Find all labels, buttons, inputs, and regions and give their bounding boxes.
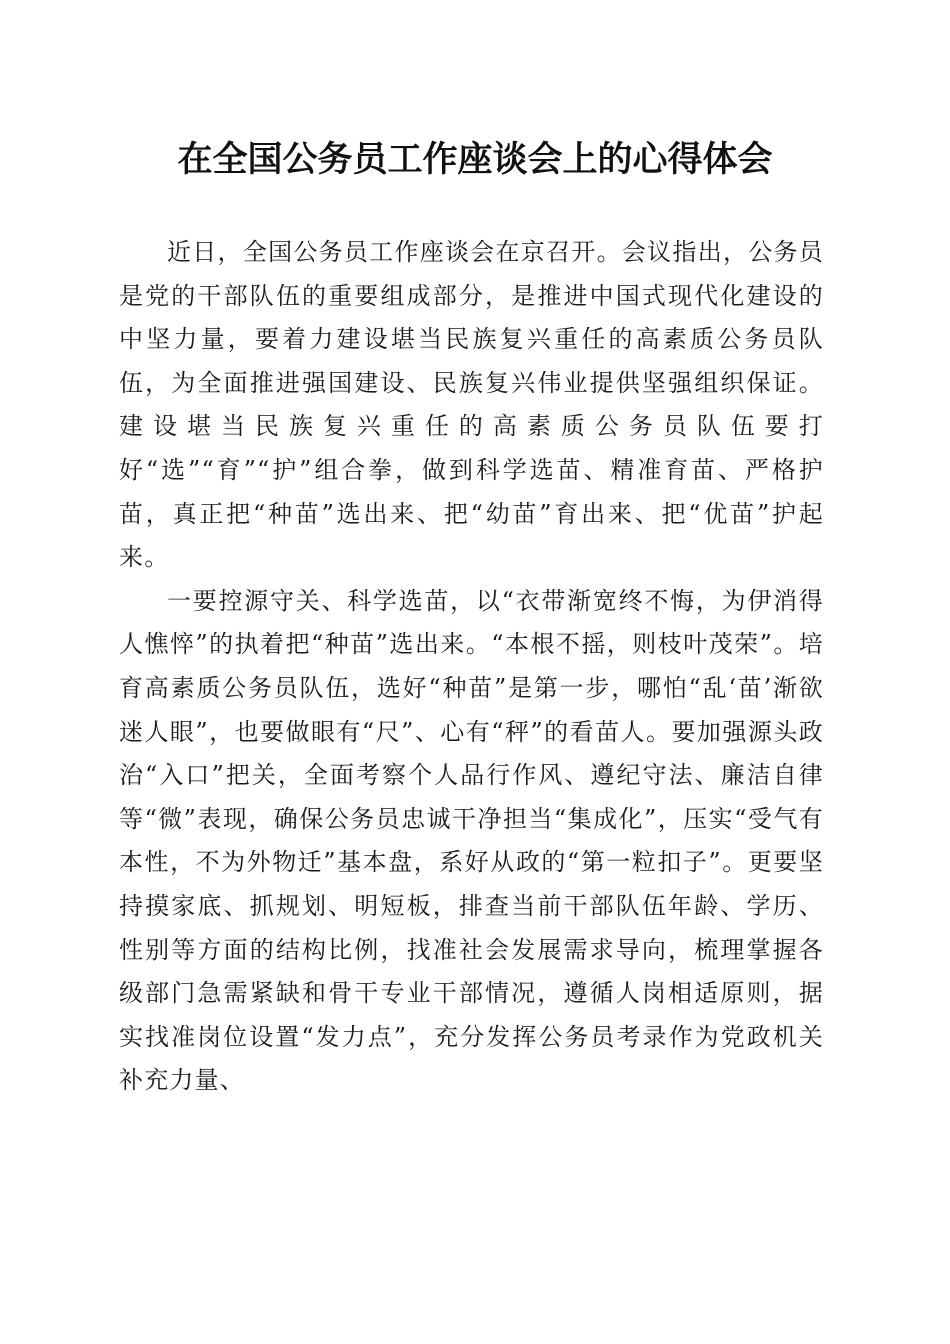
paragraph-intro: 近日，全国公务员工作座谈会在京召开。会议指出，公务员是党的干部队伍的重要组成部分，是推进中国式现代化建设的中坚力量，要着力建设堪当民族复兴重任的高素质公务员队伍，为全面推进强国建设、民族复兴伟业提供坚强组织保证。建设堪当民族复兴重任的高素质公务员队伍要打好“选”“育”“护”组合拳，做到科学选苗、精准育苗、严格护苗，真正把“种苗”选出来、把“幼苗”育出来、把“优苗”护起来。: [119, 238, 824, 572]
paragraph-point-one: 一要控源守关、科学选苗，以“衣带渐宽终不悔，为伊消得人憔悴”的执着把“种苗”选出来。“本根不摇，则枝叶茂荣”。培育高素质公务员队伍，选好“种苗”是第一步，哪怕“乱‘苗’渐欲迷人眼”，也要做眼有“尺”、心有“秤”的看苗人。要加强源头政治“入口”把关，全面考察个人品行作风、遵纪守法、廉洁自律等“微”表现，确保公务员忠诚干净担当“集成化”，压实“受气有本性，不为外物迁”基本盘，系好从政的“第一粒扣子”。更要坚持摸家底、抓规划、明短板，排查当前干部队伍年龄、学历、性别等方面的结构比例，找准社会发展需求导向，梳理掌握各级部门急需紧缺和骨干专业干部情况，遵循人岗相适原则，据实找准岗位设置“发力点”，充分发挥公务员考录作为党政机关补充力量、: [119, 586, 824, 1095]
document-body: [119, 231, 824, 1103]
document-title: 在全国公务员工作座谈会上的心得体会: [177, 139, 773, 180]
